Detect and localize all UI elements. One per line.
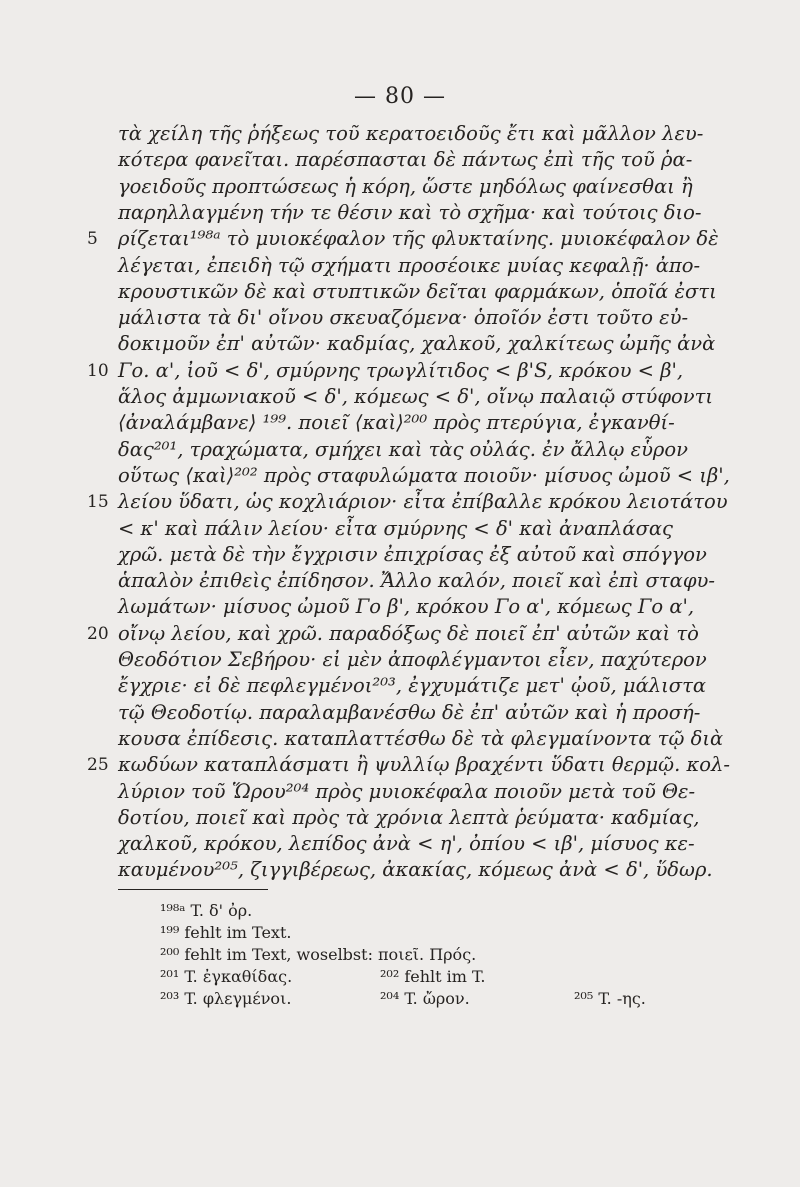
text-line: ἁπαλὸν ἐπιθεὶς ἐπίδησον. Ἄλλο καλόν, ποιεῖ καὶ ἐπὶ σταφυ-	[118, 569, 715, 593]
text-line: κρουστικῶν δὲ καὶ στυπτικῶν δεῖται φαρμάκων, ὁποῖά ἐστι	[118, 279, 717, 303]
text-line: ἅλος ἀμμωνιακοῦ < δ', κόμεως < δ', οἴνῳ παλαιῷ στύφοντι	[118, 385, 714, 408]
text-line: λωμάτων· μίσυος ὠμοῦ Γο β', κρόκου Γο α', κόμεως Γο α',	[118, 595, 695, 619]
footnote-rule	[118, 889, 268, 890]
text-line: ἔγχριε· εἰ δὲ πεφλεγμένοι²⁰³, ἐγχυμάτιζε μετ' ᾠοῦ, μάλιστα	[118, 674, 707, 698]
text-line: ⟨ἀναλάμβανε⟩ ¹⁹⁹. ποιεῖ ⟨καὶ⟩²⁰⁰ πρὸς πτερύγια, ἐγκανθί-	[118, 411, 675, 435]
text-line: οὕτως ⟨καὶ⟩²⁰² πρὸς σταφυλώματα ποιοῦν· μίσυος ὠμοῦ < ιβ',	[118, 463, 730, 487]
text-line: λείου ὕδατι, ὡς κοχλιάριον· εἶτα ἐπίβαλλε κρόκου λειοτάτου	[118, 490, 728, 514]
line-number: 5	[87, 229, 98, 250]
text-line: ρίζεται¹⁹⁸ᵃ τὸ μυιοκέφαλον τῆς φλυκταίνης. μυιοκέφαλον δὲ	[118, 227, 719, 251]
footnote-198a: ¹⁹⁸ᵃ T. δ' ὀρ.	[160, 901, 253, 920]
text-line: μάλιστα τὰ δι' οἴνου σκευαζόμενα· ὁποῖόν ἐστι τοῦτο εὐ-	[118, 306, 689, 330]
text-line: τῷ Θεοδοτίῳ. παραλαμβανέσθω δὲ ἐπ' αὐτῶν καὶ ἡ προσή-	[118, 700, 701, 724]
text-line: χαλκοῦ, κρόκου, λεπίδος ἀνὰ < η', ὀπίου < ιβ', μίσυος κε-	[118, 832, 695, 856]
footnote-205: ²⁰⁵ T. -ης.	[574, 989, 646, 1008]
bleed-line	[680, 1010, 798, 1036]
footnote-199: ¹⁹⁹ fehlt im Text.	[160, 923, 292, 942]
text-line: λύριον τοῦ Ὥρου²⁰⁴ πρὸς μυιοκέφαλα ποιοῦν μετὰ τοῦ Θε-	[118, 779, 696, 803]
line-number: 15	[87, 492, 109, 513]
text-line: οἴνῳ λείου, καὶ χρῶ. παραδόξως δὲ ποιεῖ ἐπ' αὐτῶν καὶ τὸ	[118, 621, 699, 645]
text-line: παρηλλαγμένη τήν τε θέσιν καὶ τὸ σχῆμα· καὶ τούτοις διο-	[118, 200, 702, 224]
text-line: δοκιμοῦν ἐπ' αὐτῶν· καδμίας, χαλκοῦ, χαλκίτεως ὠμῆς ἀνὰ	[118, 332, 716, 356]
text-line: λέγεται, ἐπειδὴ τῷ σχήματι προσέοικε μυίας κεφαλῇ· ἀπο-	[118, 253, 701, 277]
text-line: τὰ χείλη τῆς ῥήξεως τοῦ κερατοειδοῦς ἔτι καὶ μᾶλλον λευ-	[118, 122, 704, 145]
bleed-line	[680, 984, 798, 1010]
line-number: 20	[87, 623, 109, 644]
footnote-203: ²⁰³ T. φλεγμένοι.	[160, 989, 292, 1008]
text-line: Θεοδότιον Σεβήρου· εἰ μὲν ἀποφλέγμαντοι εἶεν, παχύτερον	[118, 648, 707, 671]
text-line: γοειδοῦς προπτώσεως ἡ κόρη, ὥστε μηδόλως φαίνεσθαι ἢ	[118, 174, 693, 198]
bleed-through-text	[680, 958, 798, 1068]
page-number: — 80 —	[354, 84, 446, 109]
bleed-line	[680, 1062, 798, 1068]
text-line: χρῶ. μετὰ δὲ τὴν ἔγχρισιν ἐπιχρίσας ἐξ αὐτοῦ καὶ σπόγγον	[118, 542, 707, 566]
text-line: δοτίου, ποιεῖ καὶ πρὸς τὰ χρόνια λεπτὰ ῥεύματα· καδμίας,	[118, 805, 700, 829]
footnote-201: ²⁰¹ T. ἐγκαθίδας.	[160, 967, 293, 986]
footnote-200: ²⁰⁰ fehlt im Text, woselbst: ποιεῖ. Πρός.	[160, 945, 477, 964]
text-line: δας²⁰¹, τραχώματα, σμήχει καὶ τὰς οὐλάς. ἐν ἄλλῳ εὗρον	[118, 437, 688, 461]
text-line: < κ' καὶ πάλιν λείου· εἶτα σμύρνης < δ' καὶ ἀναπλάσας	[118, 516, 673, 540]
bleed-line	[680, 958, 798, 984]
footnote-204: ²⁰⁴ T. ὤρον.	[380, 989, 470, 1008]
footnote-202: ²⁰² fehlt im T.	[380, 967, 486, 986]
line-number: 10	[87, 360, 109, 381]
text-line: κωδύων καταπλάσματι ἢ ψυλλίῳ βραχέντι ὕδατι θερμῷ. κολ-	[118, 753, 730, 777]
line-number: 25	[87, 755, 109, 776]
text-line: κότερα φανεῖται. παρέσπασται δὲ πάντως ἐπὶ τῆς τοῦ ῥα-	[118, 148, 693, 172]
text-line: Γο. α', ἰοῦ < δ', σμύρνης τρωγλίτιδος < β'S, κρόκου < β',	[118, 358, 684, 382]
text-line: κουσα ἐπίδεσις. καταπλαττέσθω δὲ τὰ φλεγμαίνοντα τῷ διὰ	[118, 726, 724, 750]
bleed-line	[680, 1036, 798, 1062]
text-line: καυμένου²⁰⁵, ζιγγιβέρεως, ἀκακίας, κόμεως ἀνὰ < δ', ὕδωρ.	[118, 858, 713, 882]
